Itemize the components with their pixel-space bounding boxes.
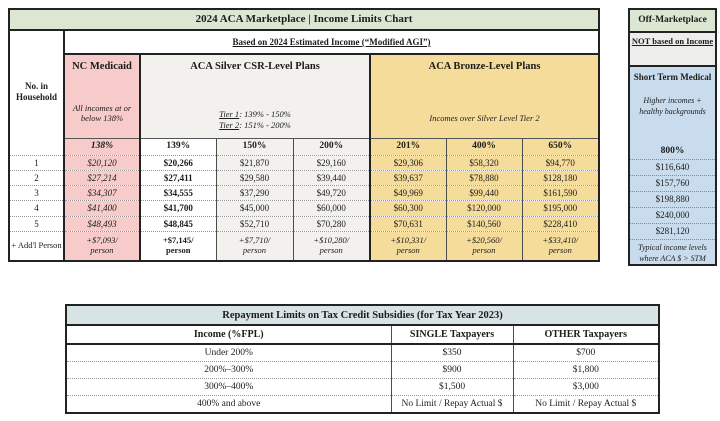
income-value-cell: $128,180: [522, 170, 599, 185]
income-row: [9, 155, 599, 170]
income-row: [9, 216, 599, 231]
repayment-row: [66, 361, 659, 378]
income-value-cell: $140,560: [446, 216, 522, 231]
repayment-header-single: SINGLE Taxpayers: [391, 325, 513, 343]
income-value-cell: $39,637: [370, 170, 446, 185]
off-marketplace-title: Off-Marketplace: [630, 10, 715, 33]
per-person-word: person: [548, 244, 572, 255]
household-count-cell: 5: [9, 216, 64, 231]
nc-medicaid-header-cell: [64, 54, 140, 139]
income-value-cell: $228,410: [522, 216, 599, 231]
additional-person-amount: +$7,710/: [238, 235, 271, 246]
repayment-cell: 200%–300%: [66, 361, 391, 378]
additional-person-amount: +$7,145/: [162, 235, 194, 246]
stm-income-cell: $198,880: [630, 191, 715, 207]
additional-person-value-cell: [522, 231, 599, 261]
income-value-cell: $21,870: [216, 155, 293, 170]
income-value-cell: $78,880: [446, 170, 522, 185]
income-value-cell: $120,000: [446, 201, 522, 216]
income-value-cell: $37,290: [216, 186, 293, 201]
income-value-cell: $161,590: [522, 186, 599, 201]
household-count-cell: 3: [9, 186, 64, 201]
silver-plans-name: ACA Silver CSR-Level Plans: [190, 60, 320, 72]
repayment-header-other: OTHER Taxpayers: [513, 325, 659, 343]
per-person-word: person: [472, 244, 496, 255]
income-value-cell: $29,160: [293, 155, 370, 170]
not-based-on-income-cell: [630, 33, 715, 67]
income-value-cell: $45,000: [216, 201, 293, 216]
percent-header-cell: 650%: [522, 139, 599, 155]
main-title: 2024 ACA Marketplace | Income Limits Chart: [9, 9, 599, 30]
percent-header-cell: 150%: [216, 139, 293, 155]
additional-person-label: + Add'l Person: [9, 231, 64, 261]
tier1-label: Tier 1: [219, 108, 240, 119]
percent-header-cell: 400%: [446, 139, 522, 155]
additional-person-amount: +$10,280/: [313, 235, 350, 246]
income-value-cell: $60,300: [370, 201, 446, 216]
income-value-cell: $70,631: [370, 216, 446, 231]
household-header-label: No. in Household: [15, 81, 57, 102]
stm-income-cell: $281,120: [630, 223, 715, 239]
income-value-cell: $27,411: [140, 170, 216, 185]
short-term-medical-name: Short Term Medical: [633, 72, 712, 83]
additional-person-amount: +$10,331/: [390, 235, 427, 246]
silver-plans-header-cell: [140, 54, 370, 139]
bronze-plans-note: Incomes over Silver Level Tier 2: [429, 113, 540, 124]
income-value-cell: $58,320: [446, 155, 522, 170]
household-header-cell: [9, 30, 64, 155]
repayment-cell: $3,000: [513, 378, 659, 395]
additional-person-row: [9, 231, 599, 261]
repayment-cell: No Limit / Repay Actual $: [513, 396, 659, 413]
income-value-cell: $29,306: [370, 155, 446, 170]
income-value-cell: $41,700: [140, 201, 216, 216]
stm-percent-header: 800%: [660, 146, 685, 157]
additional-person-amount: +$7,093/: [86, 235, 118, 246]
income-value-cell: $94,770: [522, 155, 599, 170]
nc-medicaid-name: NC Medicaid: [72, 60, 132, 72]
stm-income-cell: $116,640: [630, 159, 715, 175]
additional-person-value-cell: [446, 231, 522, 261]
percent-header-cell: 201%: [370, 139, 446, 155]
tier2-range: : 151% - 200%: [239, 120, 291, 131]
repayment-cell: 300%–400%: [66, 378, 391, 395]
repayment-row: [66, 344, 659, 361]
household-count-cell: 1: [9, 155, 64, 170]
repayment-title: Repayment Limits on Tax Credit Subsidies (for Tax Year 2023): [66, 305, 659, 325]
income-value-cell: $99,440: [446, 186, 522, 201]
short-term-medical-note: Higher incomes + healthy backgrounds: [639, 96, 706, 116]
repayment-cell: $1,500: [391, 378, 513, 395]
repayment-row: [66, 396, 659, 413]
income-value-cell: $49,720: [293, 186, 370, 201]
additional-person-value-cell: [64, 231, 140, 261]
percent-header-cell: 138%: [64, 139, 140, 155]
repayment-cell: $350: [391, 344, 513, 361]
income-row: [9, 201, 599, 216]
additional-person-value-cell: [216, 231, 293, 261]
additional-person-value-cell: [370, 231, 446, 261]
additional-person-amount: +$33,410/: [542, 235, 579, 246]
per-person-word: person: [242, 244, 267, 255]
additional-person-value-cell: [140, 231, 216, 261]
per-person-word: person: [396, 244, 420, 255]
tier1-range: : 139% - 150%: [239, 108, 291, 119]
repayment-cell: $1,800: [513, 361, 659, 378]
income-value-cell: $39,440: [293, 170, 370, 185]
subtitle-cell: [64, 30, 599, 53]
income-value-cell: $52,710: [216, 216, 293, 231]
stm-income-cell: $240,000: [630, 207, 715, 223]
income-value-cell: $34,555: [140, 186, 216, 201]
income-value-cell: $70,280: [293, 216, 370, 231]
per-person-word: person: [90, 244, 114, 255]
percent-header-cell: 200%: [293, 139, 370, 155]
repayment-cell: 400% and above: [66, 396, 391, 413]
repayment-cell: No Limit / Repay Actual $: [391, 396, 513, 413]
off-marketplace-panel: [628, 8, 717, 266]
subtitle-text: Based on 2024 Estimated Income (“Modified AGI”): [232, 36, 431, 47]
household-count-cell: 4: [9, 201, 64, 216]
income-value-cell: $29,580: [216, 170, 293, 185]
income-value-cell: $48,845: [140, 216, 216, 231]
repayment-cell: $900: [391, 361, 513, 378]
income-row: [9, 186, 599, 201]
income-value-cell: $48,493: [64, 216, 140, 231]
stm-income-cell: $157,760: [630, 175, 715, 191]
short-term-medical-section: [630, 67, 715, 264]
income-value-cell: $20,120: [64, 155, 140, 170]
income-row: [9, 170, 599, 185]
additional-person-amount: +$20,560/: [466, 235, 502, 246]
bronze-plans-name: ACA Bronze-Level Plans: [428, 60, 541, 72]
stm-footer-note: Typical income levels where ACA $ > STM: [630, 239, 715, 264]
income-value-cell: $41,400: [64, 201, 140, 216]
income-value-cell: $27,214: [64, 170, 140, 185]
nc-medicaid-note: All incomes at or below 138%: [72, 103, 132, 124]
income-value-cell: $34,307: [64, 186, 140, 201]
repayment-limits-table: [65, 304, 660, 414]
per-person-word: person: [165, 244, 191, 255]
aca-income-limits-table: [8, 8, 600, 262]
repayment-cell: Under 200%: [66, 344, 391, 361]
income-value-cell: $20,266: [140, 155, 216, 170]
percent-header-cell: 139%: [140, 139, 216, 155]
tier2-label: Tier 2: [219, 120, 240, 131]
repayment-header-income: Income (%FPL): [66, 325, 391, 343]
not-based-on-income-text: NOT based on Income: [631, 36, 714, 46]
per-person-word: person: [319, 244, 343, 255]
short-term-medical-header: [630, 67, 715, 143]
income-value-cell: $60,000: [293, 201, 370, 216]
bronze-plans-header-cell: [370, 54, 599, 139]
income-value-cell: $49,969: [370, 186, 446, 201]
income-value-cell: $195,000: [522, 201, 599, 216]
additional-person-value-cell: [293, 231, 370, 261]
repayment-row: [66, 378, 659, 395]
repayment-cell: $700: [513, 344, 659, 361]
household-count-cell: 2: [9, 170, 64, 185]
silver-tiers-note: [141, 109, 369, 132]
